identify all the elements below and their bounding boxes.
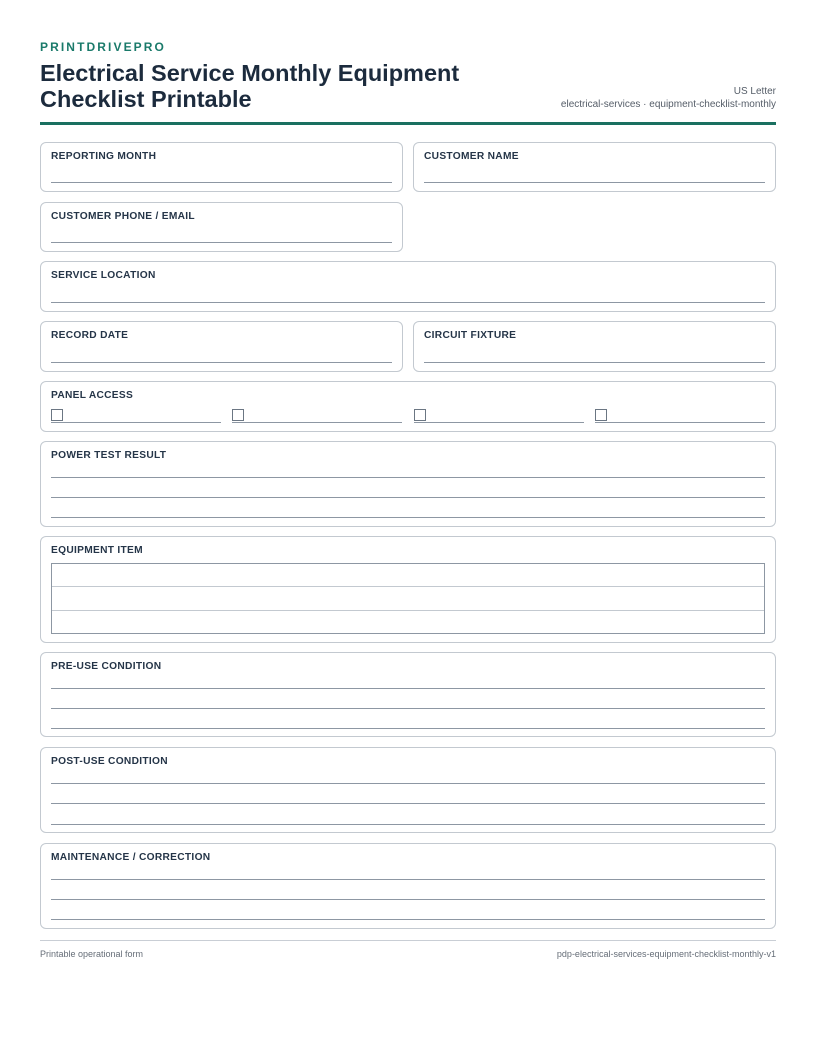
post-use-condition-line[interactable]: [51, 803, 765, 804]
panel-access-field: [40, 381, 776, 432]
power-test-result-label: POWER TEST RESULT: [51, 450, 167, 461]
pre-use-condition-line[interactable]: [51, 688, 765, 689]
form-meta: [561, 85, 776, 111]
record-date-input[interactable]: [51, 362, 392, 363]
pre-use-condition-line[interactable]: [51, 708, 765, 709]
checkbox[interactable]: [51, 409, 63, 421]
pre-use-condition-field: [40, 652, 776, 737]
customer-contact-input[interactable]: [51, 242, 392, 243]
equipment-item-table: [51, 563, 765, 634]
maintenance-correction-line[interactable]: [51, 919, 765, 920]
power-test-result-line[interactable]: [51, 517, 765, 518]
header-rule: [40, 122, 776, 125]
maintenance-correction-line[interactable]: [51, 879, 765, 880]
form-slug: electrical-services · equipment-checklist-monthly: [560, 99, 776, 110]
post-use-condition-line[interactable]: [51, 783, 765, 784]
footer-form-id: pdp-electrical-services-equipment-checklist-monthly-v1: [556, 949, 776, 959]
paper-size: US Letter: [733, 86, 776, 97]
pre-use-condition-line[interactable]: [51, 728, 765, 729]
customer-contact-label: CUSTOMER PHONE / EMAIL: [51, 211, 195, 222]
customer-name-label: CUSTOMER NAME: [424, 151, 519, 162]
power-test-result-line[interactable]: [51, 497, 765, 498]
equipment-item-field: [40, 536, 776, 643]
table-row[interactable]: [52, 564, 764, 587]
post-use-condition-label: POST-USE CONDITION: [51, 756, 168, 767]
checkbox[interactable]: [595, 409, 607, 421]
panel-access-option: [232, 408, 402, 423]
record-date-field: [40, 321, 403, 372]
checkbox[interactable]: [414, 409, 426, 421]
customer-name-input[interactable]: [424, 182, 765, 183]
panel-access-option: [414, 408, 584, 423]
panel-access-label: PANEL ACCESS: [51, 390, 134, 401]
checkbox[interactable]: [232, 409, 244, 421]
power-test-result-field: [40, 441, 776, 527]
circuit-fixture-input[interactable]: [424, 362, 765, 363]
pre-use-condition-label: PRE-USE CONDITION: [51, 661, 162, 672]
form-page: [40, 0, 776, 1056]
form-header: [40, 0, 776, 126]
footer-label: Printable operational form: [40, 949, 144, 959]
footer-rule: [40, 940, 776, 941]
panel-access-option: [51, 408, 221, 423]
customer-contact-field: [40, 202, 403, 252]
customer-name-field: [413, 142, 776, 192]
equipment-item-label: EQUIPMENT ITEM: [51, 545, 143, 556]
table-row[interactable]: [52, 611, 764, 634]
panel-access-option: [595, 408, 765, 423]
circuit-fixture-label: CIRCUIT FIXTURE: [424, 330, 517, 341]
maintenance-correction-label: MAINTENANCE / CORRECTION: [51, 852, 211, 863]
circuit-fixture-field: [413, 321, 776, 372]
power-test-result-line[interactable]: [51, 477, 765, 478]
service-location-input[interactable]: [51, 302, 765, 303]
service-location-label: SERVICE LOCATION: [51, 270, 156, 281]
service-location-field: [40, 261, 776, 312]
reporting-month-label: REPORTING MONTH: [51, 151, 157, 162]
form-title: Electrical Service Monthly Equipment Checklist Printable: [40, 60, 460, 112]
maintenance-correction-line[interactable]: [51, 899, 765, 900]
post-use-condition-line[interactable]: [51, 824, 765, 825]
reporting-month-input[interactable]: [51, 182, 392, 183]
maintenance-correction-field: [40, 843, 776, 929]
record-date-label: RECORD DATE: [51, 330, 129, 341]
reporting-month-field: [40, 142, 403, 192]
brand-name: PRINTDRIVEPRO: [40, 40, 166, 54]
table-row[interactable]: [52, 587, 764, 610]
post-use-condition-field: [40, 747, 776, 833]
